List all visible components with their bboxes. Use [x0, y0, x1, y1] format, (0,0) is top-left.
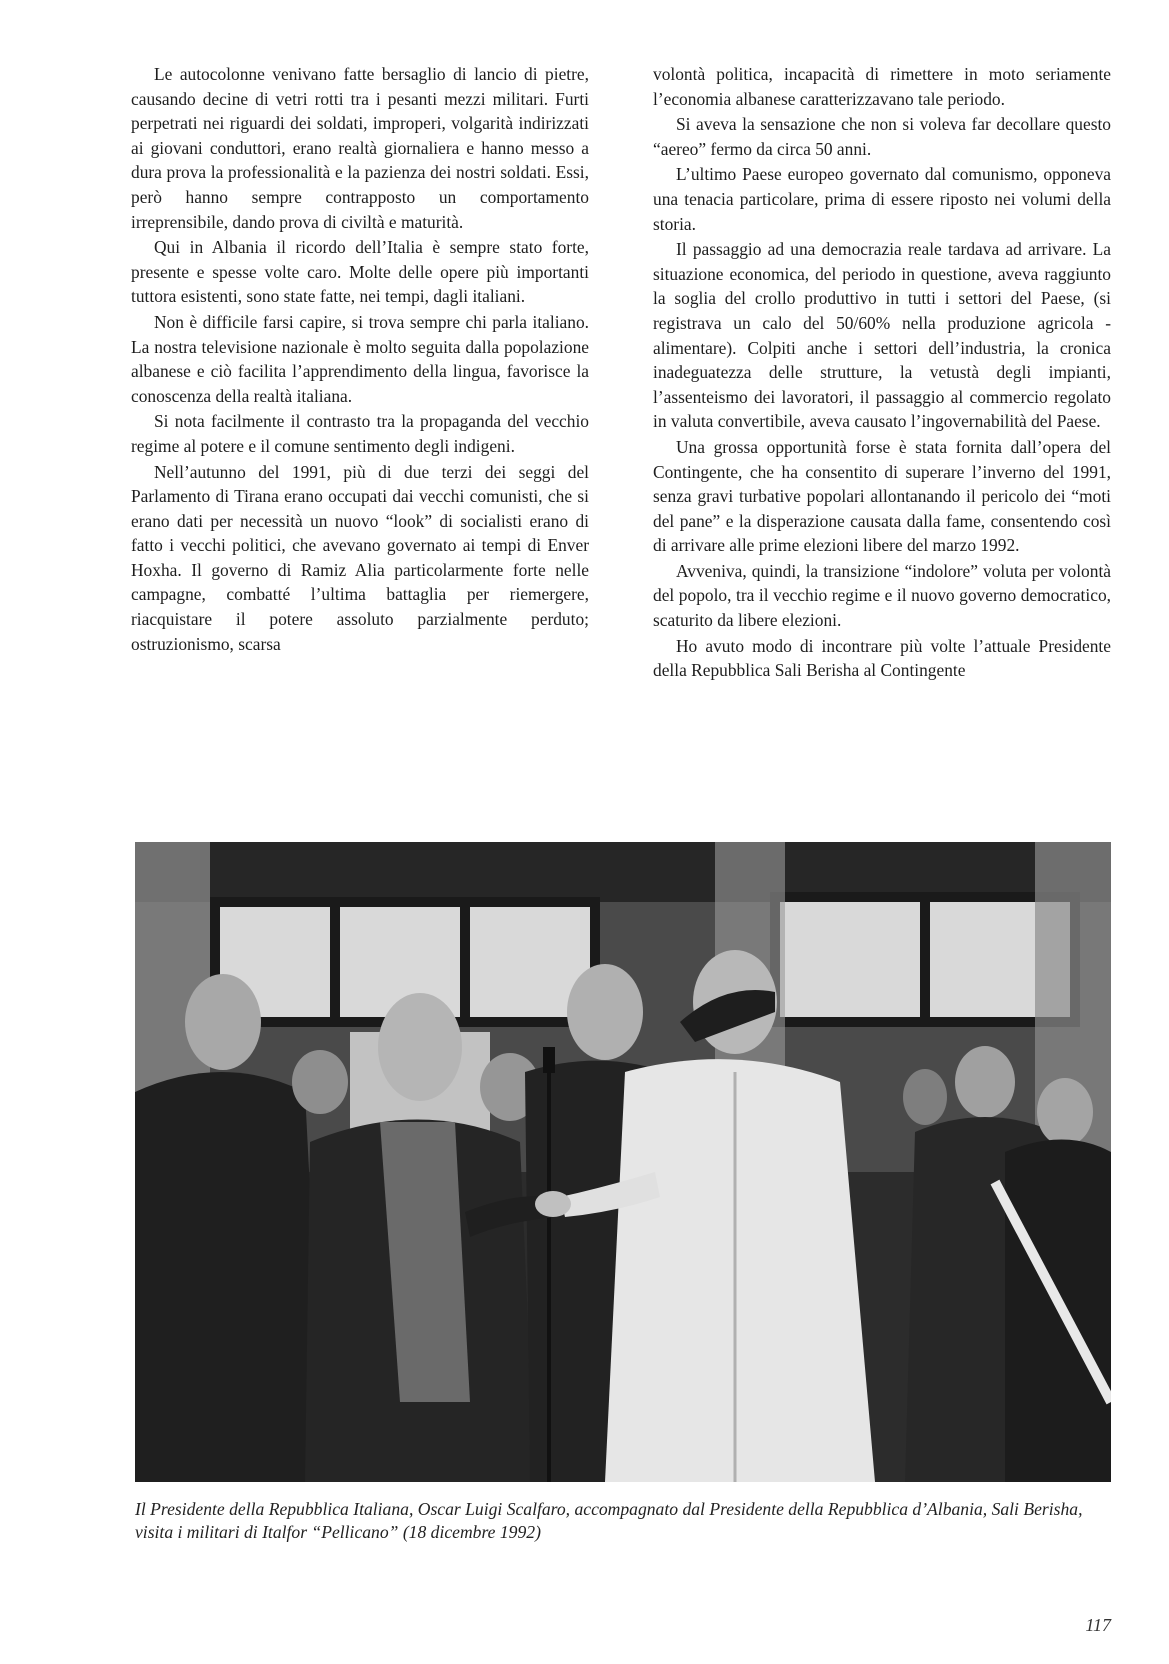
- right-paragraph-4: Una grossa opportunità forse è stata fornita dall’opera del Contingente, che ha consentito di superare l’inverno del 1991, senza gravi turbative popolari allontanando il pericolo dei “moti del pane” e la disperazione causata dalla fame, consentendo così di arrivare alle prime elezioni libere del marzo 1992.: [653, 436, 1111, 556]
- right-paragraph-6: Ho avuto modo di incontrare più volte l’attuale Presidente della Repubblica Sali Berisha al Contingente: [653, 635, 1111, 681]
- page-number: 117: [1085, 1615, 1111, 1635]
- left-paragraph-2: Qui in Albania il ricordo dell’Italia è sempre stato forte, presente e spesse volte caro. Molte delle opere più importanti tuttora esistenti, sono state fatte, nei tempi, dagli italiani.: [131, 237, 589, 307]
- left-column: [131, 62, 589, 772]
- left-paragraph-3: Non è difficile farsi capire, si trova sempre chi parla italiano. La nostra televisione nazionale è molto seguita dalla popolazione albanese e ciò facilita l’apprendimento della lingua, favorisce la conoscenza della realtà italiana.: [131, 311, 589, 406]
- left-paragraph-4: Si nota facilmente il contrasto tra la propaganda del vecchio regime al potere e il comune sentimento degli indigeni.: [131, 411, 589, 456]
- photo-caption: Il Presidente della Repubblica Italiana, Oscar Luigi Scalfaro, accompagnato dal Presidente della Repubblica d’Albania, Sali Berisha, visita i militari di Italfor “Pellicano” (18 dicembre 1992): [135, 1499, 1083, 1542]
- right-paragraph-3: Il passaggio ad una democrazia reale tardava ad arrivare. La situazione economica, del periodo in questione, aveva raggiunto la soglia del crollo produttivo in tutti i settori del Paese, (si registrava un calo del 50/60% nella produzione agricola - alimentare). Colpiti anche i settori dell’industria, la cronica inadeguatezza delle strutture, la vetustà degli impianti, l’assenteismo dei lavoratori, il passaggio al commercio regolato in valuta convertibile, aveva causato l’ingovernabilità del Paese.: [653, 239, 1111, 432]
- photo-illustration: [135, 842, 1111, 1482]
- right-column: [653, 62, 1111, 772]
- text-columns: [131, 62, 1111, 772]
- right-paragraph-5: Avveniva, quindi, la transizione “indolore” voluta per volontà del popolo, tra il vecchio regime e il nuovo governo democratico, scaturito da libere elezioni.: [653, 560, 1111, 631]
- left-paragraph-5: Nell’autunno del 1991, più di due terzi dei seggi del Parlamento di Tirana erano occupati dai vecchi comunisti, che si erano dati per necessità un nuovo “look” di socialisti erano di fatto i vecchi politici, che avevano governato ai tempi di Enver Hoxha. Il governo di Ramiz Alia particolarmente forte nelle campagne, combatté l’ultima battaglia per riemergere, riacquistare il potere assoluto parzialmente perduto; ostruzionismo, scarsa: [131, 461, 589, 654]
- photograph: [135, 842, 1111, 1482]
- right-continuation: volontà politica, incapacità di rimettere in moto seriamente l’economia albanese caratterizzavano tale periodo.: [653, 64, 1111, 109]
- right-paragraph-1: Si aveva la sensazione che non si voleva far decollare questo “aereo” fermo da circa 50 anni.: [653, 114, 1111, 159]
- right-paragraph-2: L’ultimo Paese europeo governato dal comunismo, opponeva una tenacia particolare, prima di essere riposto nei volumi della storia.: [653, 164, 1111, 234]
- left-paragraph-1: Le autocolonne venivano fatte bersaglio di lancio di pietre, causando decine di vetri rotti tra i pesanti mezzi militari. Furti perpetrati nei riguardi dei soldati, improperi, volgarità indirizzati ai giovani conduttori, erano realtà giornaliera e hanno messo a dura prova la professionalità e la pazienza dei nostri soldati. Essi, però hanno sempre contrapposto un comportamento irreprensibile, dando prova di civiltà e maturità.: [131, 64, 589, 232]
